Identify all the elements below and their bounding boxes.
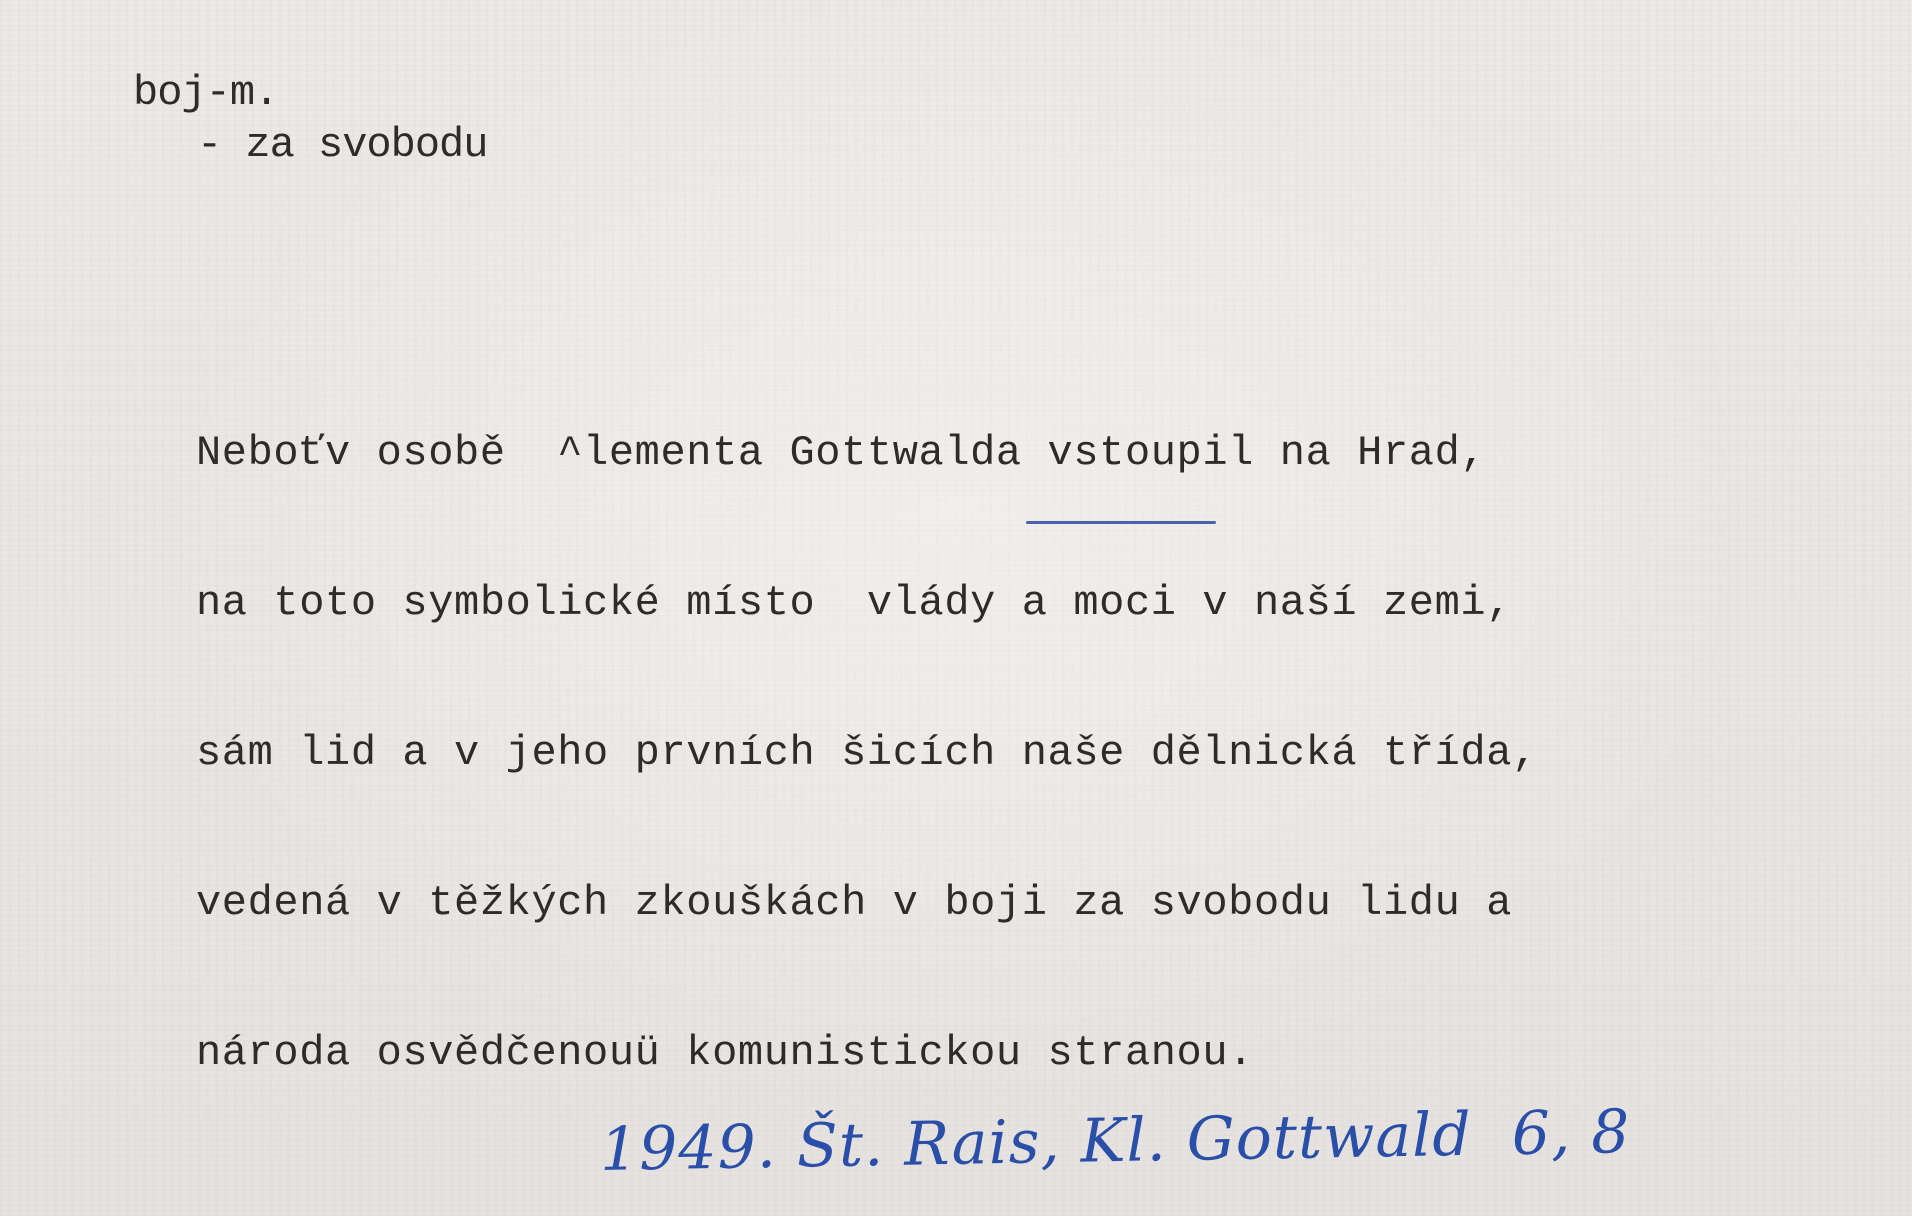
subentry: - za svobodu — [197, 121, 488, 169]
source-note-handwritten: 1949. Št. Rais, Kl. Gottwald 6, 8 — [599, 1097, 1631, 1185]
quote-line: sám lid a v jeho prvních šicích naše dělnická třída, — [196, 729, 1538, 777]
handwritten-underline — [1026, 521, 1216, 524]
quote-line: vedená v těžkých zkouškách v boji za svobodu lidu a — [196, 879, 1513, 927]
quote-line: na toto symbolické místo vlády a moci v naší zemi, — [196, 579, 1513, 627]
headword: boj‑m. — [133, 69, 279, 117]
quote-paragraph — [196, 328, 1538, 1178]
quote-line: národa osvědčenouü komunistickou stranou. — [196, 1029, 1254, 1077]
quote-line: Neboťv osobě ^lementa Gottwalda vstoupil na Hrad, — [196, 429, 1487, 477]
